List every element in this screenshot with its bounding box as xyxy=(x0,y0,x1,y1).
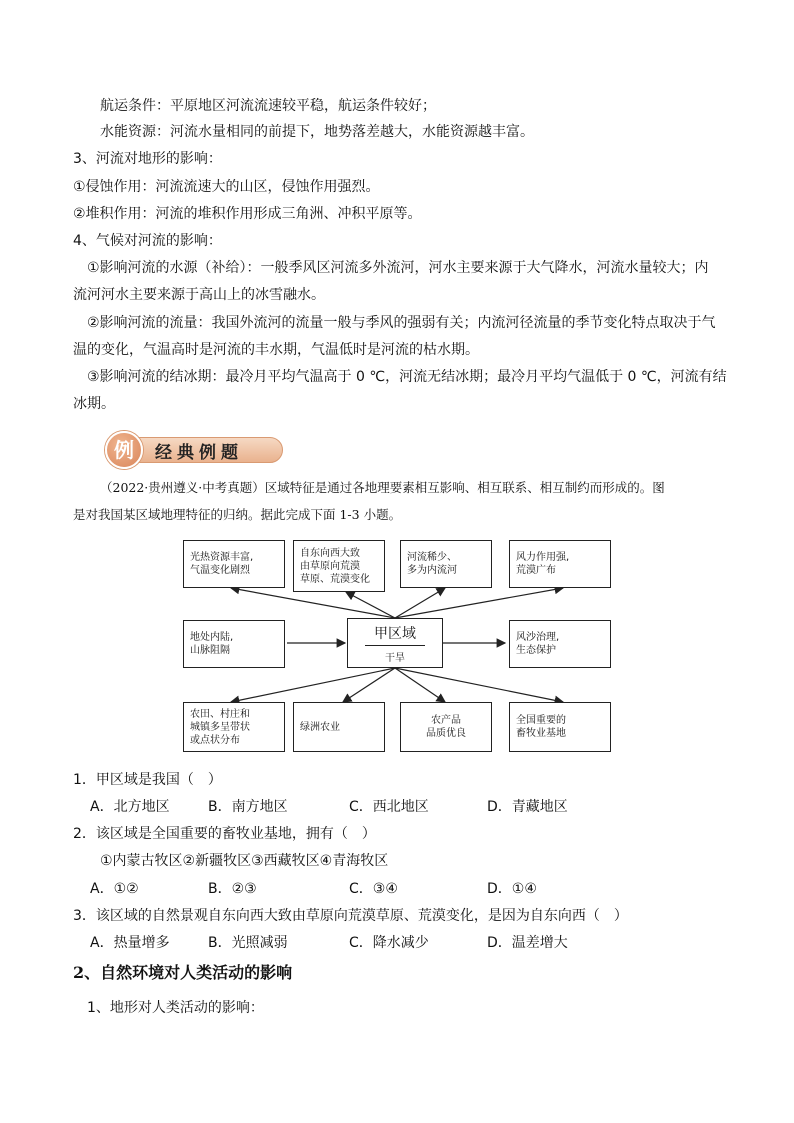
box-light-heat xyxy=(183,540,285,588)
q1-option-a: A．北方地区 xyxy=(90,799,170,815)
box-text: 由草原向荒漠 xyxy=(300,560,360,572)
q3-option-c: C．降水减少 xyxy=(349,935,429,951)
q2-option-b: B．②③ xyxy=(208,881,257,897)
heading-river-landform: 3、河流对地形的影响： xyxy=(73,151,222,167)
box-text: 风力作用强, xyxy=(516,552,570,563)
box-text: 农田、村庄和 xyxy=(190,708,250,720)
q3-stem: 3．该区域的自然景观自东向西大致由草原向荒漠草原、荒漠变化，是因为自东向西（ ） xyxy=(73,908,628,924)
region-divider xyxy=(365,645,425,646)
box-text: 山脉阻隔 xyxy=(190,645,230,656)
box-inland xyxy=(183,620,285,668)
q2-option-a: A．①② xyxy=(90,881,139,897)
q3-option-d: D．温差增大 xyxy=(487,935,568,951)
section-heading: 2、自然环境对人类活动的影响 xyxy=(73,963,293,982)
text-erosion: ①侵蚀作用：河流流速大的山区，侵蚀作用强烈。 xyxy=(73,179,380,195)
q2-stem: 2．该区域是全国重要的畜牧业基地，拥有（ ） xyxy=(73,826,376,842)
box-text: 农产品 xyxy=(431,715,461,726)
box-text: 风沙治理, xyxy=(516,632,560,643)
box-desert-control xyxy=(509,620,611,668)
q3-option-b: B．光照减弱 xyxy=(208,935,288,951)
box-wind xyxy=(509,540,611,588)
q1-option-c: C．西北地区 xyxy=(349,799,429,815)
q1-option-d: D．青藏地区 xyxy=(487,799,568,815)
question-intro-1: （2022·贵州遵义·中考真题）区域特征是通过各地理要素相互影响、相互联系、相互制约而形成的。图 xyxy=(100,480,665,495)
q1-stem: 1．甲区域是我国（ ） xyxy=(73,772,222,788)
box-landscape-change xyxy=(293,540,385,592)
box-product-quality xyxy=(400,702,492,752)
q2-sub-items: ①内蒙古牧区②新疆牧区③西藏牧区④青海牧区 xyxy=(100,853,389,869)
banner-title: 经典例题 xyxy=(155,443,243,463)
box-settlements xyxy=(183,702,285,752)
text-flow-1: ②影响河流的流量：我国外流河的流量一般与季风的强弱有关；内流河径流量的季节变化特点取决于气 xyxy=(87,315,716,331)
section-subheading: 1、地形对人类活动的影响： xyxy=(87,1000,264,1016)
box-text: 绿洲农业 xyxy=(300,721,340,733)
box-text: 荒漠广布 xyxy=(516,565,556,576)
box-livestock-base xyxy=(509,702,611,752)
box-text: 生态保护 xyxy=(516,645,556,656)
region-title: 甲区域 xyxy=(374,626,416,642)
q3-option-a: A．热量增多 xyxy=(90,935,170,951)
region-subtitle: 干旱 xyxy=(385,653,405,664)
box-region-jia xyxy=(347,618,443,668)
text-freeze-2: 冰期。 xyxy=(73,396,115,412)
example-banner xyxy=(105,431,285,465)
banner-badge-char: 例 xyxy=(114,438,134,462)
region-diagram xyxy=(183,540,623,752)
q1-option-b: B．南方地区 xyxy=(208,799,288,815)
box-text: 光热资源丰富, xyxy=(190,552,254,563)
box-text: 自东向西大致 xyxy=(300,547,360,559)
heading-climate-river: 4、气候对河流的影响： xyxy=(73,233,222,249)
box-text: 河流稀少、 xyxy=(407,552,457,563)
box-text: 草原、荒漠变化 xyxy=(300,573,370,585)
text-water-source-1: ①影响河流的水源（补给）：一般季风区河流多外流河，河水主要来源于大气降水，河流水量较大；内 xyxy=(87,260,709,276)
box-text: 城镇多呈带状 xyxy=(190,721,250,733)
box-text: 多为内流河 xyxy=(407,565,457,576)
text-water-source-2: 流河河水主要来源于高山上的冰雪融水。 xyxy=(73,287,325,303)
text-flow-2: 温的变化，气温高时是河流的丰水期，气温低时是河流的枯水期。 xyxy=(73,342,479,358)
box-text: 全国重要的 xyxy=(516,715,566,726)
q2-option-c: C．③④ xyxy=(349,881,398,897)
box-text: 品质优良 xyxy=(426,728,466,739)
box-text: 气温变化剧烈 xyxy=(190,565,250,576)
box-text: 或点状分布 xyxy=(190,734,240,746)
box-rivers xyxy=(400,540,492,588)
box-oasis-agriculture xyxy=(293,702,385,752)
text-hydropower: 水能资源：河流水量相同的前提下，地势落差越大，水能资源越丰富。 xyxy=(100,124,534,140)
box-text: 畜牧业基地 xyxy=(516,728,566,739)
text-deposition: ②堆积作用：河流的堆积作用形成三角洲、冲积平原等。 xyxy=(73,206,422,222)
text-shipping: 航运条件：平原地区河流流速较平稳，航运条件较好； xyxy=(100,98,436,114)
text-freeze-1: ③影响河流的结冰期：最冷月平均气温高于 0 ℃，河流无结冰期；最冷月平均气温低于 0 ℃，河流有结 xyxy=(87,369,727,385)
q2-option-d: D．①④ xyxy=(487,881,537,897)
box-text: 地处内陆, xyxy=(190,632,234,643)
question-intro-2: 是对我国某区域地理特征的归纳。据此完成下面 1-3 小题。 xyxy=(73,507,402,522)
